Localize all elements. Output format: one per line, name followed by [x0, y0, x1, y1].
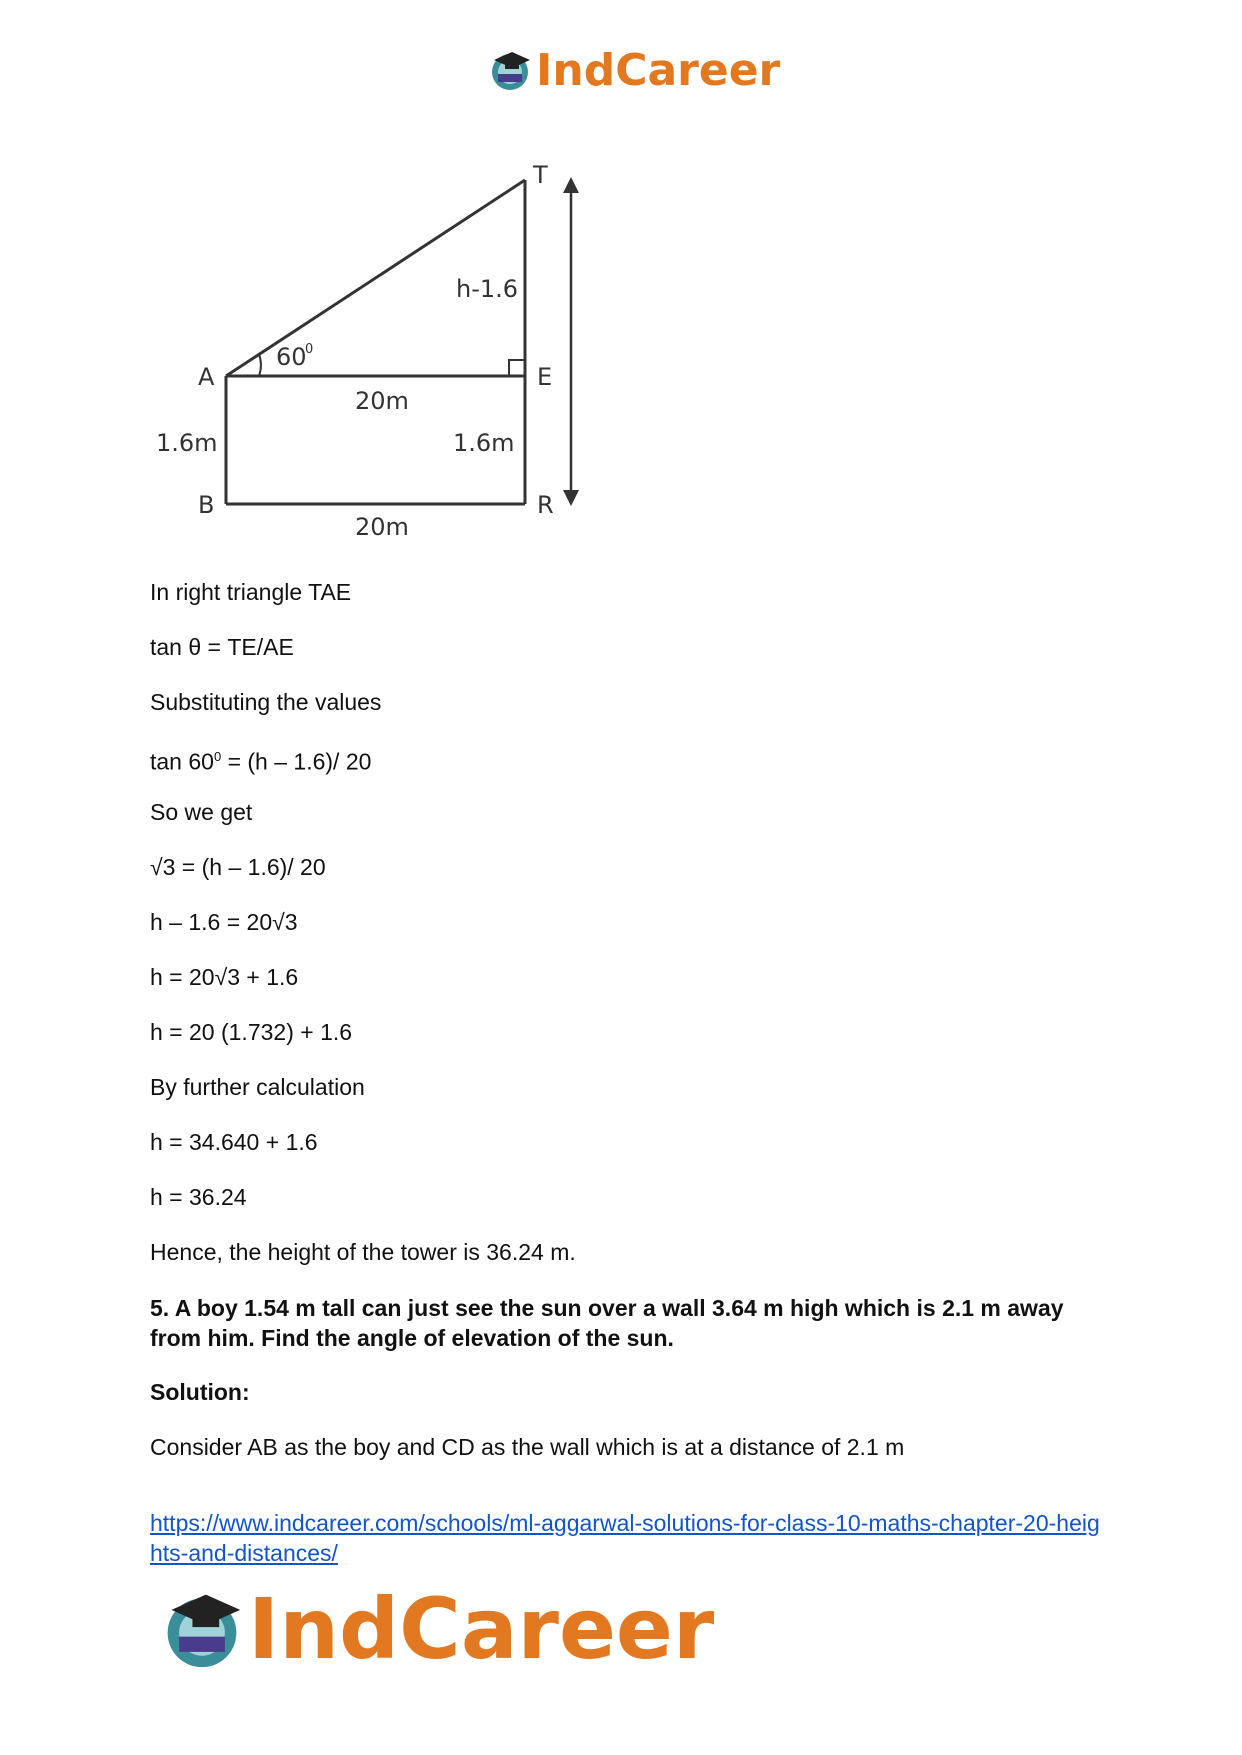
footer-logo — [160, 1580, 714, 1678]
graduation-globe-icon — [488, 48, 532, 92]
text-line: So we get — [150, 799, 253, 825]
conclusion-line: Hence, the height of the tower is 36.24 m. — [150, 1239, 576, 1265]
tan-pre: tan 60 — [150, 748, 214, 775]
label-te: h-1.6 — [456, 275, 519, 303]
text-line: Consider AB as the boy and CD as the wall which is at a distance of 2.1 m — [150, 1434, 905, 1460]
label-ab: 1.6m — [156, 429, 218, 457]
arrow-head-down — [563, 490, 579, 506]
text-line: h = 36.24 — [150, 1184, 247, 1210]
source-link[interactable]: https://www.indcareer.com/schools/ml-aggarwal-solutions-for-class-10-maths-chapter-20-heights-and-distances/ — [150, 1510, 1100, 1566]
text-line: tan θ = TE/AE — [150, 634, 294, 660]
text-line: h = 34.640 + 1.6 — [150, 1129, 318, 1155]
label-angle: 60 — [276, 343, 307, 371]
right-angle-mark — [509, 360, 525, 376]
brand-name: IndCareer — [248, 1580, 715, 1678]
text-line: By further calculation — [150, 1074, 365, 1100]
graduation-globe-icon — [160, 1587, 244, 1671]
text-line: Substituting the values — [150, 689, 382, 715]
label-ae: 20m — [355, 387, 409, 415]
label-angle-sup: 0 — [305, 342, 314, 357]
text-line: h = 20√3 + 1.6 — [150, 964, 299, 990]
label-b: B — [198, 491, 215, 519]
header-logo — [488, 40, 780, 100]
label-t: T — [533, 161, 548, 189]
tan-equation — [150, 743, 1100, 775]
question-5: 5. A boy 1.54 m tall can just see the sun over a wall 3.64 m high which is 2.1 m away from him. Find the angle of elevation of the sun. — [150, 1295, 1064, 1351]
angle-arc — [259, 354, 261, 376]
text-line: h – 1.6 = 20√3 — [150, 909, 298, 935]
text-line: In right triangle TAE — [150, 579, 352, 605]
label-br: 20m — [355, 513, 409, 541]
label-e: E — [537, 363, 553, 391]
tan-sup: 0 — [213, 749, 222, 764]
solution-label: Solution: — [150, 1379, 250, 1405]
solution-content — [150, 578, 1100, 1488]
text-line: √3 = (h – 1.6)/ 20 — [150, 854, 326, 880]
label-a: A — [198, 363, 215, 391]
tower-diagram — [150, 155, 600, 555]
label-er: 1.6m — [453, 429, 515, 457]
text-line: h = 20 (1.732) + 1.6 — [150, 1019, 353, 1045]
tan-post: = (h – 1.6)/ 20 — [221, 748, 372, 775]
arrow-head-up — [563, 177, 579, 193]
brand-name: IndCareer — [536, 44, 781, 96]
label-r: R — [537, 491, 554, 519]
